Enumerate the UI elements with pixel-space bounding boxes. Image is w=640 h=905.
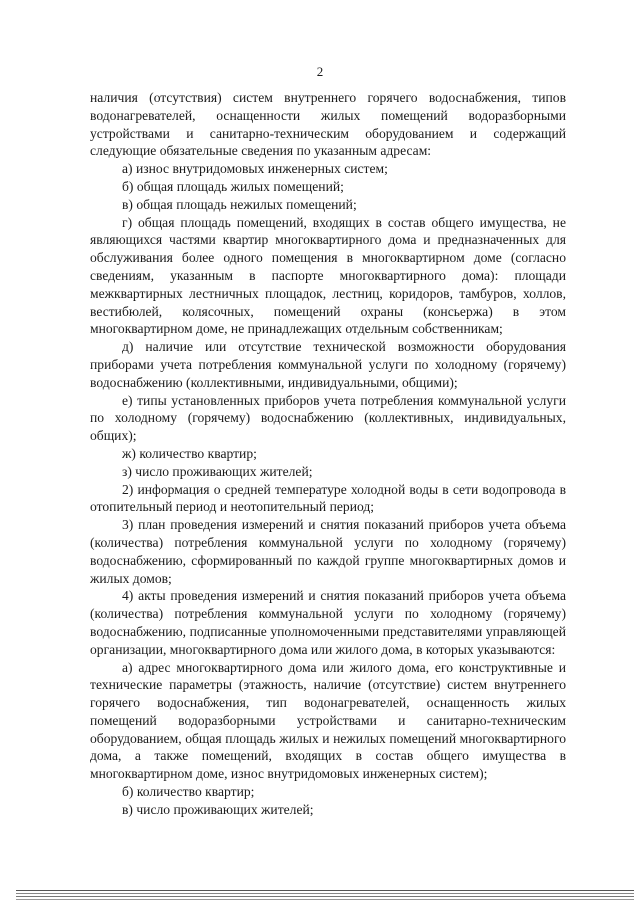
paragraph-item-b-living-area: б) общая площадь жилых помещений; <box>122 178 344 194</box>
paragraph-item-z-residents-count: з) число проживающих жителей; <box>122 463 313 479</box>
paragraph-act-item-v-residents: в) число проживающих жителей; <box>122 801 314 817</box>
scan-edge-line <box>16 899 634 900</box>
paragraph-point-3-measurement-plan: 3) план проведения измерений и снятия показаний приборов учета объема (количества) потребления коммунальной услуги по холодному (горячему) водоснабжению, сформированный по каждой группе многоквартирных домов и жилых домов; <box>90 517 566 586</box>
paragraph-item-e-meter-types: е) типы установленных приборов учета потребления коммунальной услуги по холодному (горячему) водоснабжению (коллективных, индивидуальных, общих); <box>90 392 566 444</box>
scan-edge-line <box>16 896 634 897</box>
paragraph-act-item-a-address: а) адрес многоквартирного дома или жилого дома, его конструктивные и технические параметры (этажность, наличие (отсутствие) систем внутреннего горячего водоснабжения, тип водонагревателей, оснащенность жилых помещений водоразборными устройствами и санитарно-техническим оборудованием, общая площадь жилых и нежилых помещений многоквартирного дома, а также помещений, входящих в состав общего имущества в многоквартирном доме, износ внутридомовых инженерных систем); <box>90 659 566 782</box>
paragraph-item-zh-apartments-count: ж) количество квартир; <box>122 445 257 461</box>
paragraph-point-2-temperature: 2) информация о средней температуре холодной воды в сети водопровода в отопительный период и неотопительный период; <box>90 481 566 515</box>
paragraph-act-item-b-apartments: б) количество квартир; <box>122 784 255 800</box>
paragraph-point-4-measurement-acts: 4) акты проведения измерений и снятия показаний приборов учета объема (количества) потребления коммунальной услуги по холодному (горячему) водоснабжению, подписанные уполномоченными представителями управляющей организации, многоквартирного дома или жилого дома, в которых указываются: <box>90 588 566 657</box>
paragraph-item-v-nonliving-area: в) общая площадь нежилых помещений; <box>122 196 357 212</box>
scan-edge-line <box>16 890 634 891</box>
paragraph-item-d-metering-possibility: д) наличие или отсутствие технической возможности оборудования приборами учета потребления коммунальной услуги по холодному (горячему) водоснабжению (коллективными, индивидуальными, общими); <box>90 339 566 390</box>
document-body <box>90 89 566 819</box>
paragraph-item-a-wear: а) износ внутридомовых инженерных систем; <box>122 161 388 177</box>
paragraph-item-g-common-property-area: г) общая площадь помещений, входящих в состав общего имущества, не являющихся частями квартир многоквартирного дома и предназначенных для обслуживания более одного помещения в многоквартирном доме (согласно сведениям, указанным в паспорте многоквартирного дома): площади межквартирных лестничных площадок, лестниц, коридоров, тамбуров, холлов, вестибюлей, колясочных, помещений охраны (консьержа) в этом многоквартирном доме, не принадлежащих отдельным собственникам; <box>90 214 566 337</box>
scan-edge-line <box>16 893 634 894</box>
page-number: 2 <box>316 64 324 79</box>
paragraph-intro-continuation: наличия (отсутствия) систем внутреннего горячего водоснабжения, типов водонагревателей, оснащенности жилых помещений водоразборными устройствами и санитарно-техническим оборудованием и содержащий следующие обязательные сведения по указанным адресам: <box>90 90 566 159</box>
